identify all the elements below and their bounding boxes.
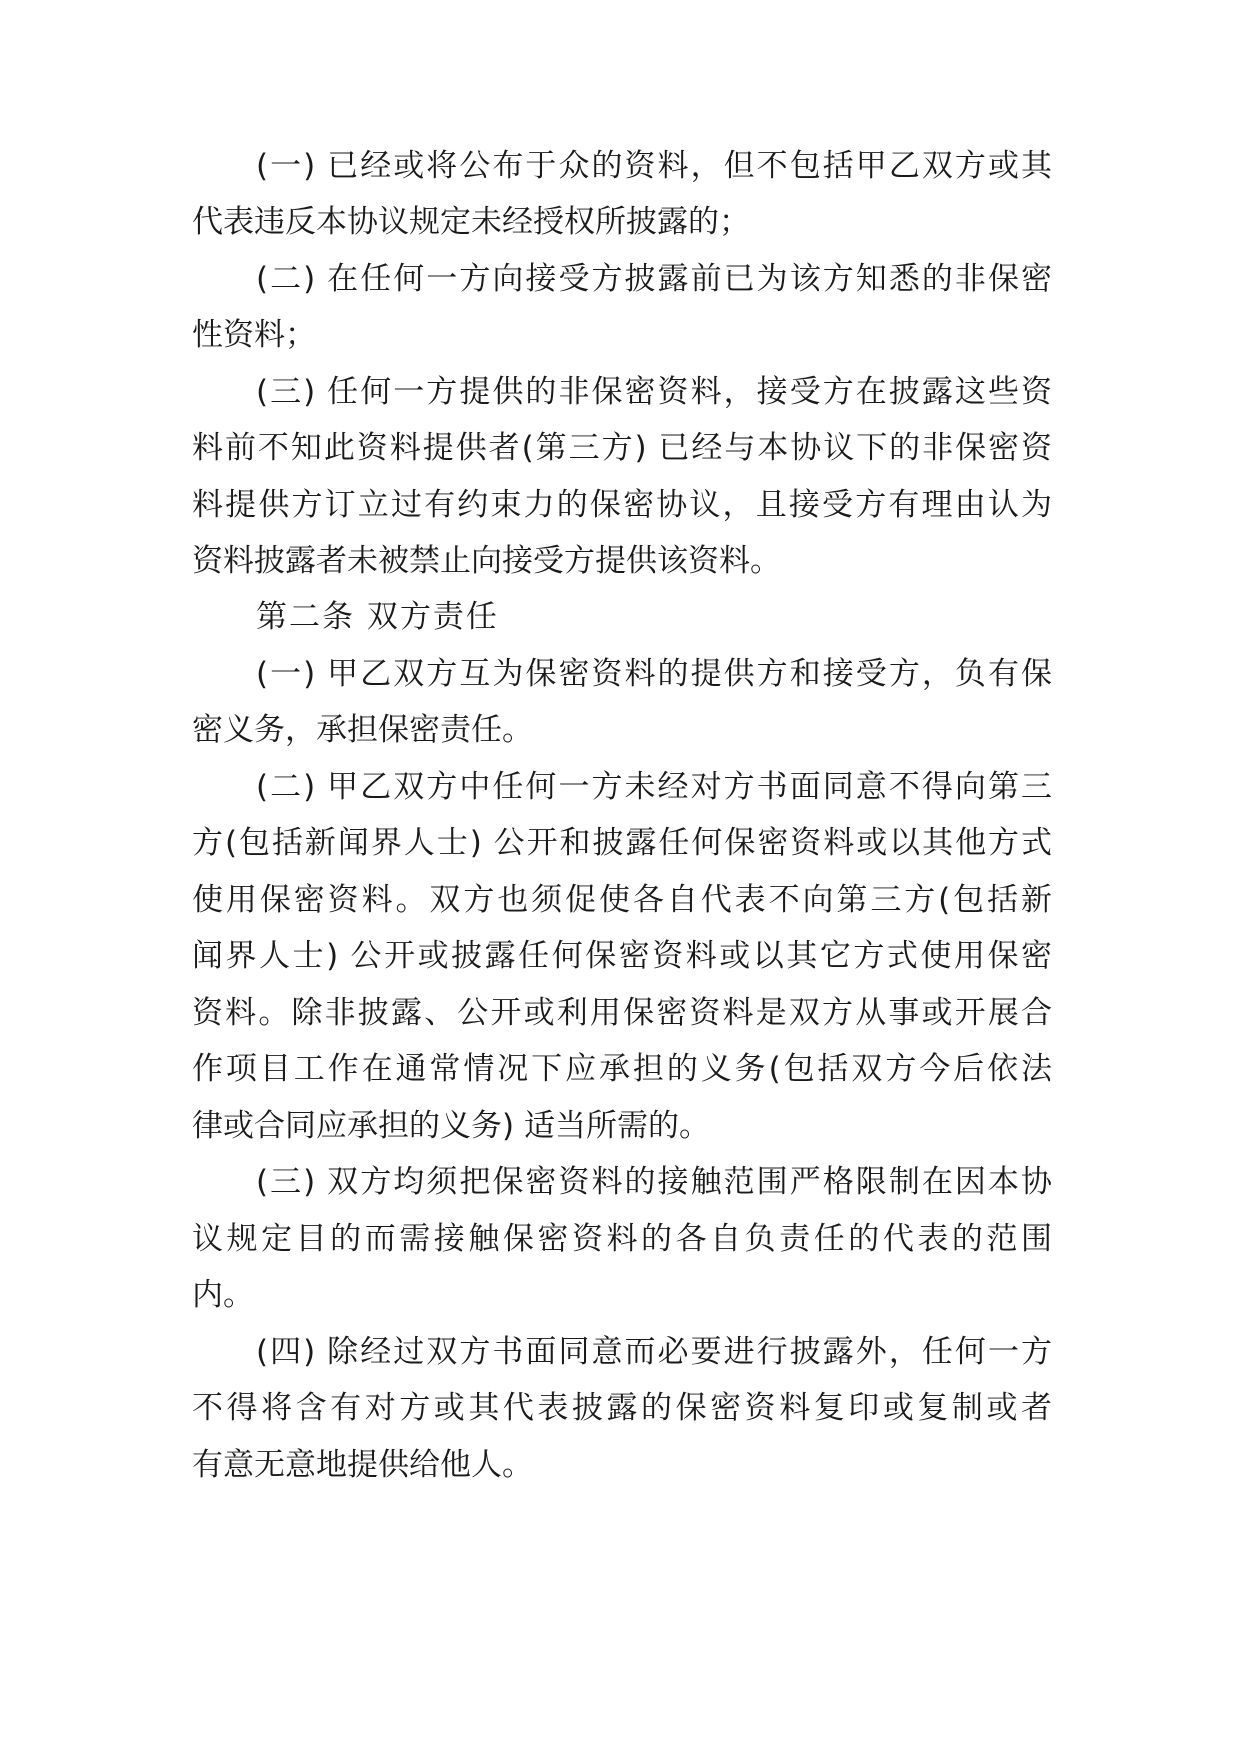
paragraph-line: (三) 任何一方提供的非保密资料，接受方在披露这些资: [256, 374, 1052, 410]
paragraph-line: (二) 甲乙双方中任何一方未经对方书面同意不得向第三: [256, 769, 1052, 805]
paragraph-line: (四) 除经过双方书面同意而必要进行披露外，任何一方: [256, 1334, 1052, 1370]
paragraph-line: 资料披露者未被禁止向接受方提供该资料。: [192, 543, 781, 579]
paragraph-line: 不得将含有对方或其代表披露的保密资料复印或复制或者: [192, 1390, 1052, 1426]
paragraph-line: 有意无意地提供给他人。: [192, 1447, 533, 1483]
paragraph-line: 作项目工作在通常情况下应承担的义务(包括双方今后依法: [192, 1051, 1052, 1087]
paragraph-line: 内。: [192, 1277, 254, 1313]
paragraph-line: 议规定目的而需接触保密资料的各自负责任的代表的范围: [192, 1221, 1052, 1257]
paragraph-line: (一) 甲乙双方互为保密资料的提供方和接受方，负有保: [256, 656, 1052, 692]
paragraph-line: (三) 双方均须把保密资料的接触范围严格限制在因本协: [256, 1164, 1052, 1200]
paragraph-line: 闻界人士) 公开或披露任何保密资料或以其它方式使用保密: [192, 938, 1052, 974]
paragraph-line: (一) 已经或将公布于众的资料，但不包括甲乙双方或其: [256, 148, 1052, 184]
paragraph-line: 性资料；: [192, 317, 316, 353]
paragraph-line: 方(包括新闻界人士) 公开和披露任何保密资料或以其他方式: [192, 825, 1052, 861]
paragraph-line: 代表违反本协议规定未经授权所披露的；: [192, 204, 750, 240]
paragraph-line: 料前不知此资料提供者(第三方) 已经与本协议下的非保密资: [192, 430, 1052, 466]
paragraph-line: 料提供方订立过有约束力的保密协议，且接受方有理由认为: [192, 487, 1052, 523]
paragraph-line: 密义务，承担保密责任。: [192, 712, 533, 748]
paragraph-line: 资料。除非披露、公开或利用保密资料是双方从事或开展合: [192, 995, 1052, 1031]
paragraph-line: 律或合同应承担的义务) 适当所需的。: [192, 1108, 710, 1144]
paragraph-line: 使用保密资料。双方也须促使各自代表不向第三方(包括新: [192, 882, 1052, 918]
paragraph-line: (二) 在任何一方向接受方披露前已为该方知悉的非保密: [256, 261, 1052, 297]
section-heading: 第二条 双方责任: [256, 599, 499, 635]
